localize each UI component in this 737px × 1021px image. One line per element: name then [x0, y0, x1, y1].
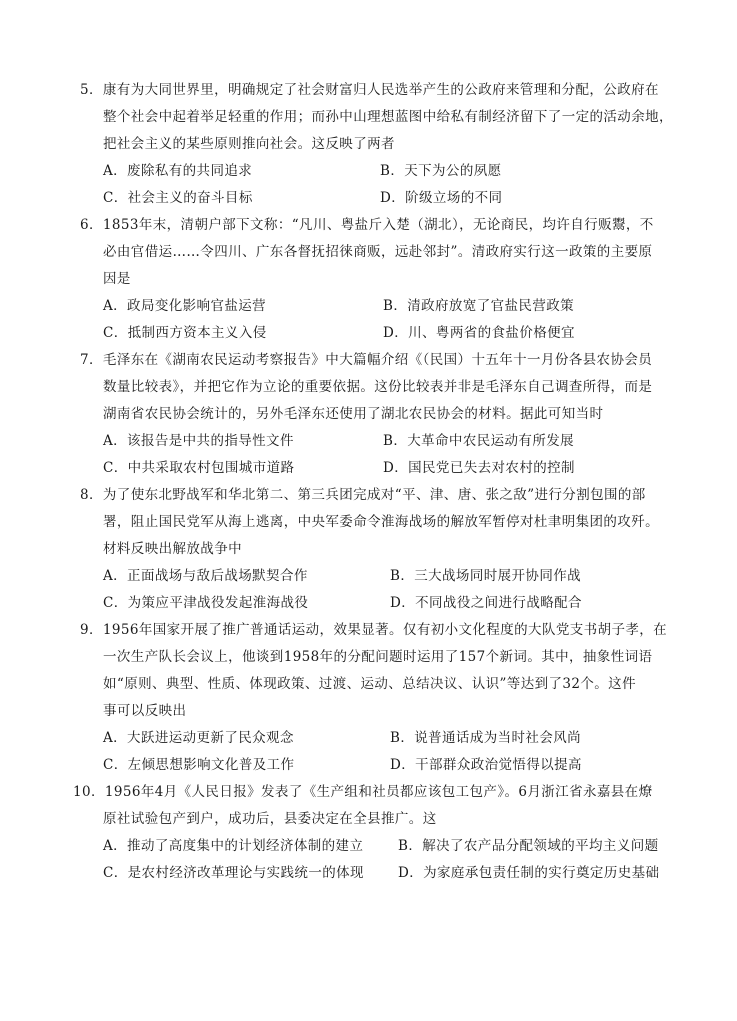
question-text-line: 9．1956年国家开展了推广普通话运动，效果显著。仅有初小文化程度的大队党支书胡子孝，在	[80, 622, 668, 638]
option-d[interactable]: D．为家庭承包责任制的实行奠定历史基础	[398, 865, 660, 881]
question-text-line: 事可以反映出	[103, 703, 187, 719]
question-text-line: 材料反映出解放战争中	[103, 541, 242, 557]
question-text-line: 因是	[103, 271, 131, 287]
option-a[interactable]: A．大跃进运动更新了民众观念	[103, 730, 294, 746]
question-number: 10．	[73, 784, 105, 800]
option-b[interactable]: B．大革命中农民运动有所发展	[383, 433, 575, 449]
option-d[interactable]: D．国民党已失去对农村的控制	[383, 460, 575, 476]
question-text-line: 必由官借运……令四川、广东各督抚招徕商贩，远赴邻封”。清政府实行这一政策的主要原	[103, 244, 653, 260]
question-text-line: 如“原则、典型、性质、体现政策、过渡、运动、总结决议、认识”等达到了32个。这件	[103, 676, 636, 692]
question-text-line: 湖南省农民协会统计的，另外毛泽东还使用了湖北农民协会的材料。据此可知当时	[103, 406, 604, 422]
question-text-line: 10．1956年4月《人民日报》发表了《生产组和社员都应该包工包产》。6月浙江省永嘉县在燎	[73, 784, 653, 800]
question-number: 9．	[80, 622, 103, 638]
question-text-line: 7．毛泽东在《湖南农民运动考察报告》中大篇幅介绍《（民国）十五年十一月份各县农协会员	[80, 352, 653, 368]
option-d[interactable]: D．川、粤两省的食盐价格便宜	[383, 325, 575, 341]
option-a[interactable]: A．该报告是中共的指导性文件	[103, 433, 294, 449]
option-b[interactable]: B．清政府放宽了官盐民营政策	[383, 298, 575, 314]
question-text-line: 署，阻止国民党军从海上逃离，中央军委命令淮海战场的解放军暂停对杜聿明集团的攻歼。	[103, 514, 659, 530]
option-d[interactable]: D．干部群众政治觉悟得以提高	[390, 757, 582, 773]
option-a[interactable]: A．政局变化影响官盐运营	[103, 298, 267, 314]
option-b[interactable]: B．天下为公的夙愿	[380, 163, 502, 179]
option-d[interactable]: D．阶级立场的不同	[380, 190, 503, 206]
question-text-line: 6．1853年末，清朝户部下文称：“凡川、粤盐斤入楚（湖北），无论商民，均许自行贩鬻，不	[80, 217, 654, 233]
question-number: 8．	[80, 487, 103, 503]
question-text-line: 整个社会中起着举足轻重的作用；而孙中山理想蓝图中给私有制经济留下了一定的活动余地，	[103, 109, 673, 125]
question-text-line: 一次生产队长会议上，他谈到1958年的分配问题时运用了157个新词。其中，抽象性词语	[103, 649, 653, 665]
question-number: 5．	[80, 82, 103, 98]
question-text-line: 8．为了使东北野战军和华北第二、第三兵团完成对“平、津、唐、张之敌”进行分割包围的部	[80, 487, 646, 503]
question-text-line: 数量比较表》，并把它作为立论的重要依据。这份比较表并非是毛泽东自己调查所得，而是	[103, 379, 653, 395]
option-a[interactable]: A．推动了高度集中的计划经济体制的建立	[103, 838, 364, 854]
question-number: 6．	[80, 217, 103, 233]
option-c[interactable]: C．抵制西方资本主义入侵	[103, 325, 267, 341]
question-text-line: 原社试验包产到户，成功后，县委决定在全县推广。这	[103, 811, 437, 827]
option-c[interactable]: C．是农村经济改革理论与实践统一的体现	[103, 865, 364, 881]
option-a[interactable]: A．废除私有的共同追求	[103, 163, 253, 179]
question-text-line: 把社会主义的某些原则推向社会。这反映了两者	[103, 136, 395, 152]
option-a[interactable]: A．正面战场与敌后战场默契合作	[103, 568, 308, 584]
option-b[interactable]: B．解决了农产品分配领域的平均主义问题	[398, 838, 659, 854]
question-text-line: 5．康有为大同世界里，明确规定了社会财富归人民选举产生的公政府来管理和分配，公政府在	[80, 82, 659, 98]
option-c[interactable]: C．左倾思想影响文化普及工作	[103, 757, 295, 773]
option-d[interactable]: D．不同战役之间进行战略配合	[390, 595, 582, 611]
option-c[interactable]: C．为策应平津战役发起淮海战役	[103, 595, 309, 611]
option-b[interactable]: B．三大战场同时展开协同作战	[390, 568, 582, 584]
option-c[interactable]: C．社会主义的奋斗目标	[103, 190, 253, 206]
question-number: 7．	[80, 352, 103, 368]
option-b[interactable]: B．说普通话成为当时社会风尚	[390, 730, 582, 746]
option-c[interactable]: C．中共采取农村包围城市道路	[103, 460, 295, 476]
